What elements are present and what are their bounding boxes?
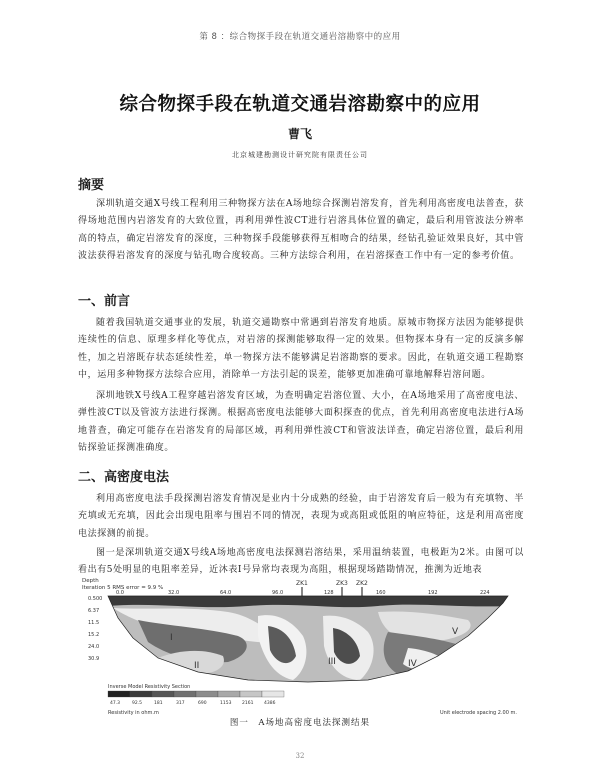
intro-paragraph-1: 随着我国轨道交通事业的发展，轨道交通勘察中常遇到岩溶发育地质。原城市物探方法因为能够提供连续性的信息、原理多样化等优点，对岩溶的探测能够取得一定的效果。但物探本身有一定的反演多解性，加之岩溶既存状态延续性差，单一物探方法不能够满足岩溶勘察的要求。因此，在轨道交通工程勘察中，运用多种物探方法综合应用，消除单一方法引起的误差，能够更加准确可靠地解释岩溶问题。 — [78, 318, 524, 380]
legend-value: 92.5 — [132, 701, 143, 706]
intro-paragraph-2: 深圳地铁X号线A工程穿越岩溶发育区域，为查明确定岩溶位置、大小，在A场地采用了高密度电法、弹性波CT以及管波方法进行探测。根据高密度电法能够大面积探查的优点，首先利用高密度电法进行A场地普查，确定可能存在岩溶发育的局部区域，再利用弹性波CT和管波法详查，确定岩溶位置，最后利用钻探验证探测准确度。 — [78, 391, 524, 453]
x-tick-label: 0.0 — [116, 590, 124, 596]
legend-swatch — [174, 691, 196, 697]
color-legend — [108, 691, 284, 706]
legend-swatch — [262, 691, 284, 697]
anomaly-label-1: I — [170, 633, 173, 643]
legend-swatch — [196, 691, 218, 697]
x-tick-label: 96.0 — [272, 590, 284, 596]
x-tick-label: 128 — [324, 590, 334, 596]
legend-swatch — [240, 691, 262, 697]
x-tick-label: 160 — [376, 590, 386, 596]
ert-paragraph-2: 图一是深圳轨道交通X号线A场地高密度电法探测岩溶结果，采用温纳装置，电极距为2米。由图可以看出有5处明显的电阻率差异，近沐表Ⅰ号异常均表现为高阻，根据现场踏勘情况，推测为近地表 — [78, 548, 524, 576]
x-tick-label: 224 — [480, 590, 490, 596]
running-head: 第 8 ：综合物探手段在轨道交通岩溶勘察中的应用 — [199, 32, 401, 42]
author: 曹飞 — [287, 127, 312, 141]
legend-value: 181 — [154, 701, 163, 706]
legend-title: Inverse Model Resistivity Section — [108, 684, 191, 690]
borehole-zk2: ZK2 — [356, 580, 368, 587]
resistivity-figure — [78, 576, 524, 726]
depth-axis-ticks — [88, 596, 102, 662]
depth-tick-label: 30.9 — [88, 656, 100, 662]
page-number: 32 — [295, 752, 305, 760]
borehole-zk1: ZK1 — [296, 580, 308, 587]
x-tick-label: 192 — [428, 590, 438, 596]
legend-value: 2161 — [242, 701, 254, 706]
legend-swatch — [152, 691, 174, 697]
borehole-zk3: ZK3 — [336, 580, 348, 587]
ert-paragraph-1: 利用高密度电法手段探测岩溶发育情况是业内十分成熟的经验，由于岩溶发育后一般为有充填物、半充填或无充填，因此会出现电阻率与围岩不同的情况，表现为或高阻或低阻的响应特征，这是利用高密度电法探测的前提。 — [78, 494, 524, 539]
x-tick-label: 32.0 — [168, 590, 180, 596]
legend-value: 690 — [198, 701, 207, 706]
legend-swatch — [108, 691, 130, 697]
anomaly-label-4: IV — [408, 659, 417, 669]
abstract-heading: 摘要 — [78, 178, 105, 193]
legend-value: 1153 — [220, 701, 232, 706]
depth-tick-label: 11.5 — [88, 620, 100, 626]
x-axis-ticks — [116, 590, 490, 596]
depth-tick-label: 15.2 — [88, 632, 100, 638]
abstract-text: 深圳轨道交通X号线工程利用三种物探方法在A场地综合探测岩溶发育，首先利用高密度电法普查，获得场地范围内岩溶发育的大致位置，再利用弹性波CT进行岩溶具体位置的确定，最后利用管波法分辨率高的特点，确定岩溶发育的深度，三种物探手段能够获得互相吻合的结果，经钻孔验证效果良好，其中管波法获得岩溶发育的深度与钻孔吻合度较高。三种方法综合利用，在岩溶探查工作中有一定的参考价值。 — [78, 199, 524, 261]
depth-tick-label: 0.500 — [88, 596, 103, 602]
legend-value: 47.3 — [110, 701, 121, 706]
x-tick-label: 64.0 — [220, 590, 232, 596]
anomaly-label-2: II — [194, 661, 200, 671]
anomaly-label-3: III — [328, 657, 336, 667]
depth-tick-label: 24.0 — [88, 644, 100, 650]
legend-value: 317 — [176, 701, 185, 706]
depth-tick-label: 6.37 — [88, 608, 100, 614]
legend-swatch — [218, 691, 240, 697]
paper-title: 综合物探手段在轨道交通岩溶勘察中的应用 — [119, 94, 481, 115]
legend-unit: Resistivity in ohm.m — [108, 710, 159, 716]
figure-caption: 图一 A场地高密度电法探测结果 — [229, 718, 371, 728]
iteration-label: Iteration 5 RMS error = 9.9 % — [82, 585, 164, 591]
resistivity-section-svg — [78, 576, 524, 716]
anomaly-label-5: V — [452, 627, 459, 637]
resistivity-section — [108, 596, 508, 686]
ert-heading: 二、高密度电法 — [78, 470, 170, 485]
spacing-note: Unit electrode spacing 2.00 m. — [440, 710, 517, 716]
legend-swatch — [130, 691, 152, 697]
intro-heading: 一、前言 — [78, 294, 131, 309]
legend-value: 4386 — [264, 701, 276, 706]
affiliation: 北京城建勘测设计研究院有限责任公司 — [232, 151, 368, 159]
depth-label: Depth — [82, 578, 99, 584]
